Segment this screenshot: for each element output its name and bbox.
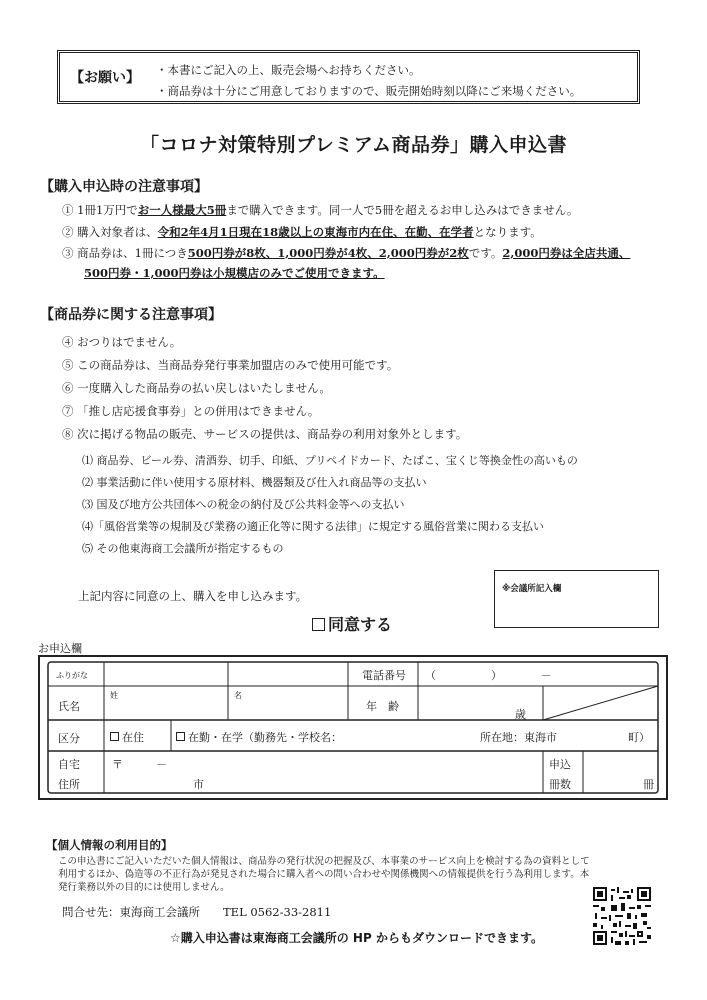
exclusion-2: ⑵ 事業活動に伴い使用する原材料、機器類及び仕入れ商品等の支払い xyxy=(82,476,427,489)
town-label: 町） xyxy=(628,731,650,744)
apply-count-input[interactable] xyxy=(585,753,640,793)
section1-heading: 【購入申込時の注意事項】 xyxy=(40,179,208,195)
furigana-label: ふりがな xyxy=(56,671,88,680)
notice-item-4: ④ おつりはでません。 xyxy=(62,335,182,349)
consent-text: 上記内容に同意の上、購入を申し込みます。 xyxy=(78,589,308,603)
zaikin-option[interactable]: 在勤・在学（勤務先・学校名： xyxy=(176,729,342,745)
qr-code-icon xyxy=(593,887,651,945)
notice-item-7: ⑦ 「推し店応援食事券」との併用はできません。 xyxy=(62,404,320,418)
privacy-line-1: この申込書にご記入いただいた個人情報は、商品券の発行状況の把握及び、本事業のサービス向上を検討する為の資料として xyxy=(58,856,590,867)
section2-heading: 【商品券に関する注意事項】 xyxy=(40,307,222,323)
name-label: 氏名 xyxy=(58,700,80,713)
checkbox-icon[interactable] xyxy=(176,732,185,741)
document-title: 「コロナ対策特別プレミアム商品券」購入申込書 xyxy=(140,134,567,156)
home-label: 自宅 xyxy=(58,758,80,771)
phone-input[interactable]: （ ） － xyxy=(425,669,552,682)
city-label: 市 xyxy=(193,778,204,791)
privacy-heading: 【個人情報の利用目的】 xyxy=(46,838,173,852)
notice-item-3: ③ 商品券は、1冊につき500円券が8枚、1,000円券が4枚、2,000円券が2枚です。2,000円券は全店共通、 xyxy=(62,246,631,260)
apply-count-label-1: 申込 xyxy=(549,758,571,771)
agree-checkbox[interactable] xyxy=(312,612,392,635)
notice-item-6: ⑥ 一度購入した商品券の払い戻しはいたしません。 xyxy=(62,381,331,395)
volume-unit: 冊 xyxy=(643,778,654,791)
address-label: 住所 xyxy=(58,778,80,791)
age-input[interactable] xyxy=(420,687,540,719)
mei-input[interactable] xyxy=(229,687,347,719)
office-use-box xyxy=(494,570,659,628)
contact-info: 問合せ先：東海商工会議所 TEL 0562-33-2811 xyxy=(62,905,332,919)
furigana-mei-input[interactable] xyxy=(229,665,347,685)
office-use-label: ※会議所記入欄 xyxy=(502,584,562,594)
checkbox-icon[interactable] xyxy=(312,618,325,631)
privacy-line-3: 発行業務以外の目的には使用しません。 xyxy=(58,882,230,893)
notice-line-2: ・商品券は十分にご用意しておりますので、販売開始時刻以降にご来場ください。 xyxy=(156,84,582,98)
form-title: お申込欄 xyxy=(38,642,82,655)
notice-item-3-cont: 500円券・1,000円券は小規模店のみでご使用できます。 xyxy=(84,266,385,280)
age-unit: 歳 xyxy=(515,708,526,721)
exclusion-5: ⑸ その他東海商工会議所が指定するもの xyxy=(82,542,284,555)
zaiju-option[interactable]: 在住 xyxy=(110,729,144,745)
privacy-line-2: 利用するほか、偽造等の不正行為が発見された場合に購入者への問い合わせや関係機関への情報提供を行う為利用します。本 xyxy=(58,869,590,880)
exclusion-1: ⑴ 商品券、ビール券、清酒券、切手、印紙、プリペイドカード、たばこ、宝くじ等換金性の高いもの xyxy=(82,454,578,467)
download-note: ☆購入申込書は東海商工会議所の HP からもダウンロードできます。 xyxy=(170,931,543,945)
postal-input[interactable]: 〒 － xyxy=(112,758,167,771)
notice-item-2: ② 購入対象者は、令和2年4月1日現在18歳以上の東海市内在住、在勤、在学者となります。 xyxy=(62,225,542,239)
address-input[interactable] xyxy=(106,772,536,792)
notice-item-8: ⑧ 次に掲げる物品の販売、サービスの提供は、商品券の利用対象外とします。 xyxy=(62,427,468,441)
age-label: 年 齢 xyxy=(366,700,399,713)
notice-label: 【お願い】 xyxy=(70,70,140,86)
mei-label: 名 xyxy=(234,691,242,700)
exclusion-3: ⑶ 国及び地方公共団体への税金の納付及び公共料金等への支払い xyxy=(82,498,405,511)
kubun-label: 区分 xyxy=(58,732,80,745)
exclusion-4: ⑷「風俗営業等の規制及び業務の適正化等に関する法律」に規定する風俗営業に関わる支払い xyxy=(82,520,544,533)
sei-input[interactable] xyxy=(105,687,227,719)
location-label: 所在地：東海市 xyxy=(480,731,557,744)
notice-item-5: ⑤ この商品券は、当商品券発行事業加盟店のみで使用可能です。 xyxy=(62,358,399,372)
checkbox-icon[interactable] xyxy=(110,732,119,741)
agree-label: 同意する xyxy=(328,615,393,634)
phone-label: 電話番号 xyxy=(362,669,406,682)
notice-item-1: ① 1冊1万円でお一人様最大5冊まで購入できます。同一人で5冊を超えるお申し込みはできません。 xyxy=(62,203,579,217)
apply-count-label-2: 冊数 xyxy=(549,778,571,791)
notice-line-1: ・本書にご記入の上、販売会場へお持ちください。 xyxy=(156,63,421,77)
furigana-sei-input[interactable] xyxy=(105,665,227,685)
sei-label: 姓 xyxy=(110,691,118,700)
